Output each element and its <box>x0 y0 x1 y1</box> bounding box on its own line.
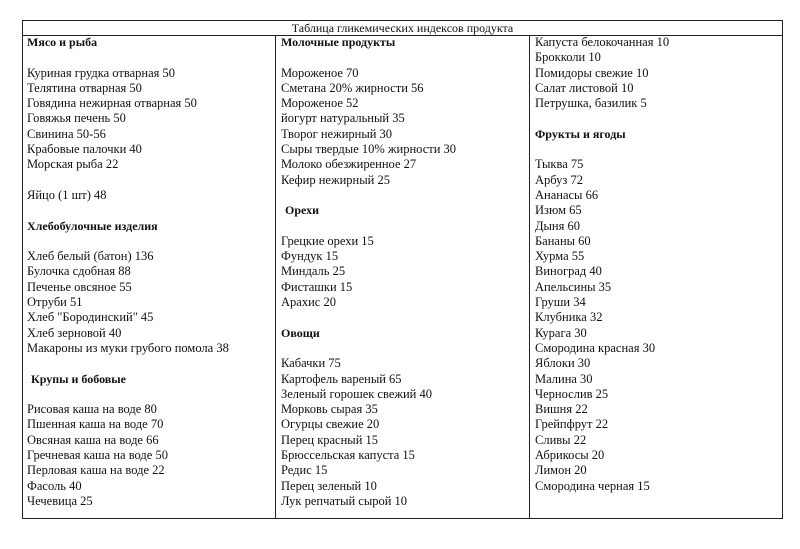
nuts-heading: Орехи <box>285 203 320 218</box>
list-item: Яйцо (1 шт) 48 <box>27 187 107 202</box>
list-item: Миндаль 25 <box>281 264 346 279</box>
list-item: Смородина черная 15 <box>535 478 650 493</box>
list-item: Хлеб "Бородинский" 45 <box>27 310 154 325</box>
fruits-heading: Фрукты и ягоды <box>535 126 626 141</box>
vegetables-heading: Овощи <box>281 325 320 340</box>
list-item: Дыня 60 <box>535 218 580 233</box>
list-item: Свинина 50-56 <box>27 126 106 141</box>
list-item: Редис 15 <box>281 463 328 478</box>
list-item: Хлеб белый (батон) 136 <box>27 249 154 264</box>
list-item: Говядина нежирная отварная 50 <box>27 96 197 111</box>
list-item: Кефир нежирный 25 <box>281 172 390 187</box>
list-item: Фасоль 40 <box>27 478 82 493</box>
list-item: Булочка сдобная 88 <box>27 264 131 279</box>
list-item: Молоко обезжиренное 27 <box>281 157 417 172</box>
list-item: Куриная грудка отварная 50 <box>27 65 175 80</box>
list-item: Хурма 55 <box>535 249 585 264</box>
list-item: Сливы 22 <box>535 432 587 447</box>
list-item: Капуста белокочанная 10 <box>535 35 670 49</box>
list-item: Арахис 20 <box>281 295 336 310</box>
list-item: Брокколи 10 <box>535 50 601 65</box>
list-item: Фундук 15 <box>281 249 339 264</box>
list-item: Огурцы свежие 20 <box>281 417 380 432</box>
list-item: Апельсины 35 <box>535 279 612 294</box>
list-item: Хлеб зерновой 40 <box>27 325 122 340</box>
list-item: Творог нежирный 30 <box>281 126 393 141</box>
list-item: Помидоры свежие 10 <box>535 65 649 80</box>
list-item: Картофель вареный 65 <box>281 371 402 386</box>
list-item: Лук репчатый сырой 10 <box>281 493 408 508</box>
list-item: Морковь сырая 35 <box>281 402 378 417</box>
list-item: Малина 30 <box>535 371 593 386</box>
bread-heading: Хлебобулочные изделия <box>27 218 158 233</box>
list-item: Салат листовой 10 <box>535 80 634 95</box>
list-item: Тыква 75 <box>535 157 584 172</box>
list-item: Пшенная каша на воде 70 <box>27 417 164 432</box>
meat-fish-heading: Мясо и рыба <box>27 35 98 49</box>
list-item: Фисташки 15 <box>281 279 353 294</box>
column-3 <box>530 35 782 518</box>
list-item: Телятина отварная 50 <box>27 80 142 95</box>
list-item: Мороженое 52 <box>281 96 359 111</box>
list-item: Сыры твердые 10% жирности 30 <box>281 142 457 157</box>
list-item: Перловая каша на воде 22 <box>27 463 165 478</box>
list-item: Чернослив 25 <box>535 386 609 401</box>
list-item: Кабачки 75 <box>281 356 341 371</box>
list-item: Вишня 22 <box>535 402 588 417</box>
list-item: Крабовые палочки 40 <box>27 142 142 157</box>
list-item: Лимон 20 <box>535 463 587 478</box>
list-item: Сметана 20% жирности 56 <box>281 80 424 95</box>
list-item: Изюм 65 <box>535 203 582 218</box>
list-item: Мороженое 70 <box>281 65 359 80</box>
list-item: Смородина красная 30 <box>535 340 656 355</box>
list-item: Яблоки 30 <box>535 356 591 371</box>
list-item: Зеленый горошек свежий 40 <box>281 386 433 401</box>
dairy-heading: Молочные продукты <box>281 35 396 49</box>
list-item: Абрикосы 20 <box>535 448 605 463</box>
list-item: Чечевица 25 <box>27 493 93 508</box>
list-item: Говяжья печень 50 <box>27 111 126 126</box>
list-item: Ананасы 66 <box>535 187 599 202</box>
list-item: Брюссельская капуста 15 <box>281 448 415 463</box>
list-item: Груши 34 <box>535 295 586 310</box>
list-item: Морская рыба 22 <box>27 157 119 172</box>
list-item: Печенье овсяное 55 <box>27 279 132 294</box>
list-item: Овсяная каша на воде 66 <box>27 432 159 447</box>
list-item: Перец зеленый 10 <box>281 478 377 493</box>
list-item: Гречневая каша на воде 50 <box>27 448 168 463</box>
list-item: Рисовая каша на воде 80 <box>27 402 157 417</box>
list-item: Перец красный 15 <box>281 432 379 447</box>
list-item: йогурт натуральный 35 <box>281 111 405 126</box>
list-item: Клубника 32 <box>535 310 603 325</box>
list-item: Петрушка, базилик 5 <box>535 96 647 111</box>
list-item: Курага 30 <box>535 325 587 340</box>
list-item: Арбуз 72 <box>535 172 583 187</box>
glycemic-index-table <box>22 20 783 519</box>
grain-heading: Крупы и бобовые <box>31 371 126 386</box>
column-1 <box>23 35 276 518</box>
column-2 <box>276 35 530 518</box>
list-item: Грецкие орехи 15 <box>281 233 374 248</box>
list-item: Виноград 40 <box>535 264 602 279</box>
list-item: Бананы 60 <box>535 233 591 248</box>
list-item: Макароны из муки грубого помола 38 <box>27 340 229 355</box>
list-item: Грейпфрут 22 <box>535 417 609 432</box>
table-title: Таблица гликемических индексов продукта <box>23 21 782 36</box>
list-item: Отруби 51 <box>27 295 83 310</box>
